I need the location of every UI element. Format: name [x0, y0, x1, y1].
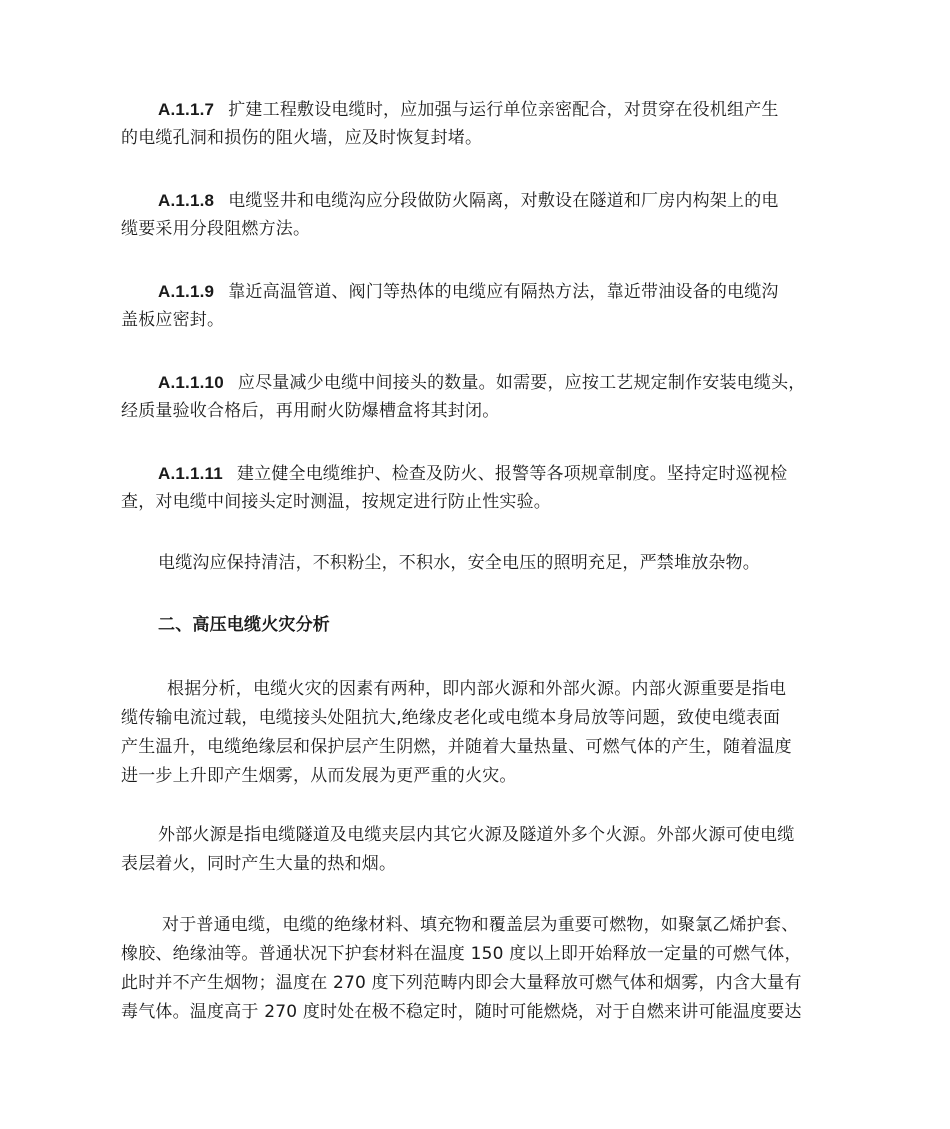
paragraph-line: 毒气体。温度高于 270 度时处在极不稳定时，随时可能燃烧，对于自燃来讲可能温度要达	[121, 1002, 802, 1022]
clause-text-line: 经质量验收合格后，再用耐火防爆槽盒将其封闭。	[121, 401, 500, 421]
paragraph-line: 根据分析，电缆火灾的因素有两种，即内部火源和外部火源。内部火源重要是指电	[167, 679, 787, 699]
paragraph-line: 对于普通电缆，电缆的绝缘材料、填充物和覆盖层为重要可燃物，如聚氯乙烯护套、	[162, 915, 799, 935]
clause-text-line: 扩建工程敷设电缆时，应加强与运行单位亲密配合，对贯穿在役机组产生	[228, 100, 779, 120]
clause-a-1-1-7	[121, 95, 833, 153]
note-text: 电缆沟应保持清洁，不积粉尘，不积水，安全电压的照明充足，严禁堆放杂物。	[158, 553, 760, 573]
clause-number: A.1.1.8	[158, 191, 215, 210]
clause-a-1-1-8	[121, 186, 833, 244]
clause-a-1-1-11	[121, 459, 833, 517]
paragraph-external-fire	[121, 821, 833, 879]
paragraph-line: 进一步上升即产生烟雾，从而发展为更严重的火灾。	[121, 766, 517, 786]
section-heading	[121, 611, 833, 640]
paragraph-line: 外部火源是指电缆隧道及电缆夹层内其它火源及隧道外多个火源。外部火源可使电缆	[158, 825, 795, 845]
paragraph-line: 橡胶、绝缘油等。普通状况下护套材料在温度 150 度以上即开始释放一定量的可燃气体，	[121, 944, 802, 964]
clause-text-line: 的电缆孔洞和损伤的阻火墙，应及时恢复封堵。	[121, 128, 483, 148]
clause-text-line: 盖板应密封。	[121, 310, 225, 330]
clause-text-line: 电缆竖井和电缆沟应分段做防火隔离，对敷设在隧道和厂房内构架上的电	[228, 191, 779, 211]
clause-number: A.1.1.10	[158, 373, 224, 392]
clause-number: A.1.1.7	[158, 100, 215, 119]
clause-text-line: 应尽量减少电缆中间接头的数量。如需要，应按工艺规定制作安装电缆头，	[237, 373, 806, 393]
clause-text-line: 缆要采用分段阻燃方法。	[121, 219, 311, 239]
clause-number: A.1.1.11	[158, 464, 223, 483]
paragraph-ordinary-cable	[121, 911, 833, 1027]
paragraph-line: 此时并不产生烟物；温度在 270 度下列范畴内即会大量释放可燃气体和烟雾，内含大量有	[121, 973, 802, 993]
paragraph-line: 产生温升，电缆绝缘层和保护层产生阴燃，并随着大量热量、可燃气体的产生，随着温度	[121, 737, 792, 757]
paragraph-fire-causes	[121, 675, 833, 791]
cable-trench-note	[121, 549, 833, 578]
clause-a-1-1-10	[121, 368, 833, 426]
paragraph-line: 表层着火，同时产生大量的热和烟。	[121, 854, 397, 874]
clause-a-1-1-9	[121, 277, 833, 335]
heading-text: 二、高压电缆火灾分析	[158, 615, 330, 635]
paragraph-line: 缆传输电流过载，电缆接头处阻抗大,绝缘皮老化或电缆本身局放等问题，致使电缆表面	[121, 708, 781, 728]
clause-text-line: 靠近高温管道、阀门等热体的电缆应有隔热方法，靠近带油设备的电缆沟	[228, 282, 779, 302]
clause-number: A.1.1.9	[158, 282, 215, 301]
clause-text-line: 建立健全电缆维护、检查及防火、报警等各项规章制度。坚持定时巡视检	[236, 464, 788, 484]
clause-text-line: 查，对电缆中间接头定时测温，按规定进行防止性实验。	[121, 492, 551, 512]
